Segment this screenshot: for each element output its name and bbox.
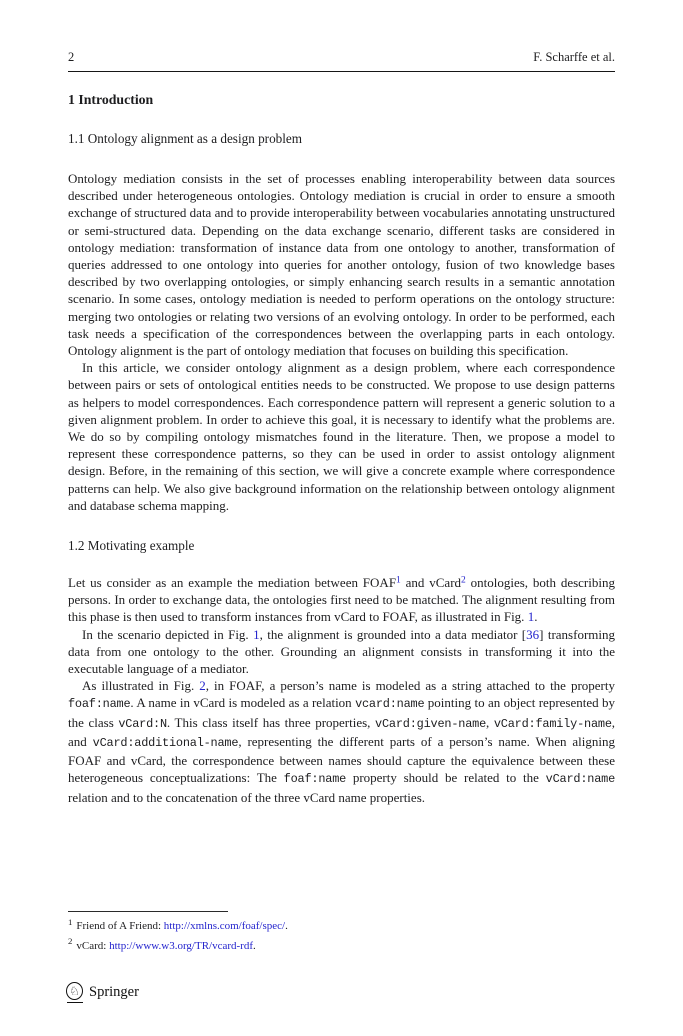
text-segment: relation and to the concatenation of the three vCard name properties.	[68, 789, 425, 805]
publisher-footer	[66, 982, 139, 1003]
text-segment: . This class itself has three properties,	[166, 714, 376, 730]
cross-reference-link[interactable]: 1	[527, 609, 535, 625]
text-segment: .	[253, 939, 256, 952]
code-term: vcard:name	[355, 697, 425, 712]
footnotes-block	[68, 911, 615, 959]
text-segment: .	[285, 920, 288, 932]
paragraph-in-this-article	[68, 359, 615, 514]
text-segment: ] transforming data from one ontology to the other. Grounding an alignment consists in transforming it into the executable language of a mediator.	[68, 626, 615, 677]
text-segment: pointing to an object represented by the class	[68, 695, 616, 730]
footnote-2-text	[76, 940, 255, 952]
code-term: vCard:name	[545, 772, 616, 787]
text-segment: , in FOAF, a person’s name is modeled as a string attached to the property	[205, 678, 616, 694]
footnote-rule	[68, 911, 228, 912]
section-heading-introduction: 1 Introduction	[68, 92, 154, 107]
subsection-heading-1-1: 1.1 Ontology alignment as a design problem	[68, 131, 303, 146]
paragraph-foaf-vcard-names	[68, 677, 615, 805]
paragraph-motivating-example	[68, 574, 615, 626]
cross-reference-link[interactable]: 1	[253, 626, 260, 642]
text-segment: Friend of A Friend:	[76, 920, 164, 932]
text-segment: Let us consider as an example the mediation between FOAF	[68, 575, 397, 591]
footnote-1-marker: 1	[68, 916, 73, 927]
footnote-2	[68, 936, 615, 953]
url-link[interactable]: http://xmlns.com/foaf/spec/	[163, 920, 286, 932]
text-segment: In the scenario depicted in Fig.	[82, 626, 254, 642]
subsection-heading-1-2: 1.2 Motivating example	[68, 538, 195, 554]
footnote-1	[68, 916, 615, 933]
code-term: vCard:N	[118, 716, 167, 731]
url-link[interactable]: http://www.w3.org/TR/vcard-rdf	[109, 939, 254, 952]
springer-knight-icon: ♘	[66, 982, 83, 1003]
code-term: vCard:additional-name	[92, 735, 239, 750]
running-head-authors: F. Scharffe et al.	[533, 50, 615, 64]
cross-reference-link[interactable]: 36	[526, 626, 540, 642]
header-rule	[68, 71, 615, 72]
code-term: vCard:given-name	[375, 716, 487, 731]
text-segment: As illustrated in Fig.	[82, 678, 200, 694]
text-segment: , representing the different parts of a person’s name. When aligning FOAF and vCard, the correspondence between names should capture the equivalence between these heterogeneous conceptualizations: The	[68, 733, 615, 786]
text-segment: and vCard	[400, 575, 462, 591]
text-segment: , and	[68, 714, 616, 749]
code-term: vCard:family-name	[493, 716, 612, 731]
cross-reference-link[interactable]: 2	[199, 678, 206, 694]
publisher-name: Springer	[89, 983, 139, 1000]
text-segment: In this article, we consider ontology alignment as a design problem, where each correspondence between pairs or sets of ontological entities needs to be constructed. We propose to use design patterns as helpers to model correspondences. Each correspondence pattern will represent a generic solution to a given alignment problem. In order to achieve this goal, it is necessary to identify what the problems are. We do so by compiling ontology mismatches found in the literature. Then, we propose a model to represent these correspondence patterns, so they can be used in order to assist ontology alignment design. Before, in the remaining of this section, we will give a concrete example where correspondence patterns can help. We also give background information on the relationship between ontology alignment and database schema mapping.	[68, 360, 615, 513]
code-term: foaf:name	[68, 697, 131, 712]
footnote-1-text	[76, 920, 287, 932]
text-segment: ,	[486, 714, 494, 730]
footnote-marker-link[interactable]: 1	[396, 575, 401, 586]
page-content	[68, 0, 615, 806]
text-segment: Ontology mediation consists in the set of processes enabling interoperability between data sources described under heterogeneous ontologies. Ontology mediation is crucial in order to ensure a smooth exchange of structured data and to provide interoperability between vocabularies annotating unstructured or semi-structured data. Depending on the data exchange scenario, different tasks are considered in ontology mediation: transformation of instance data from one ontology to another, transformation of queries addressed to one ontology into queries for another ontology, fusion of two knowledge bases described by two overlapping ontologies, or simply enhancing search results in a semantic annotation scenario. In some cases, ontology mediation is needed to perform operations on the ontology structure: merging two ontologies or relating two versions of an evolving ontology. In order to be performed, each task needs a specification of the correspondences between the overlapping parts in each ontology. Ontology alignment is the part of ontology mediation that focuses on building this specification.	[68, 171, 615, 359]
text-segment: ontologies, both describing persons. In order to exchange data, the ontologies first need to be matched. The alignment resulting from this phase is then used to transform instances from vCard to FOAF, as illustrated in Fig.	[68, 575, 615, 625]
text-segment: .	[534, 609, 538, 625]
footnote-marker-link[interactable]: 2	[461, 575, 466, 586]
paragraph-ontology-mediation	[68, 170, 615, 359]
text-segment: . A name in vCard is modeled as a relation	[130, 695, 356, 711]
footnote-2-marker: 2	[68, 936, 73, 946]
code-term: foaf:name	[283, 772, 347, 787]
paragraph-scenario-mediator	[68, 626, 615, 678]
text-segment: property should be related to the	[346, 770, 546, 786]
text-segment: vCard:	[76, 939, 110, 952]
text-segment: , the alignment is grounded into a data mediator [	[259, 626, 527, 642]
running-header	[68, 0, 615, 65]
page-number: 2	[68, 50, 75, 64]
